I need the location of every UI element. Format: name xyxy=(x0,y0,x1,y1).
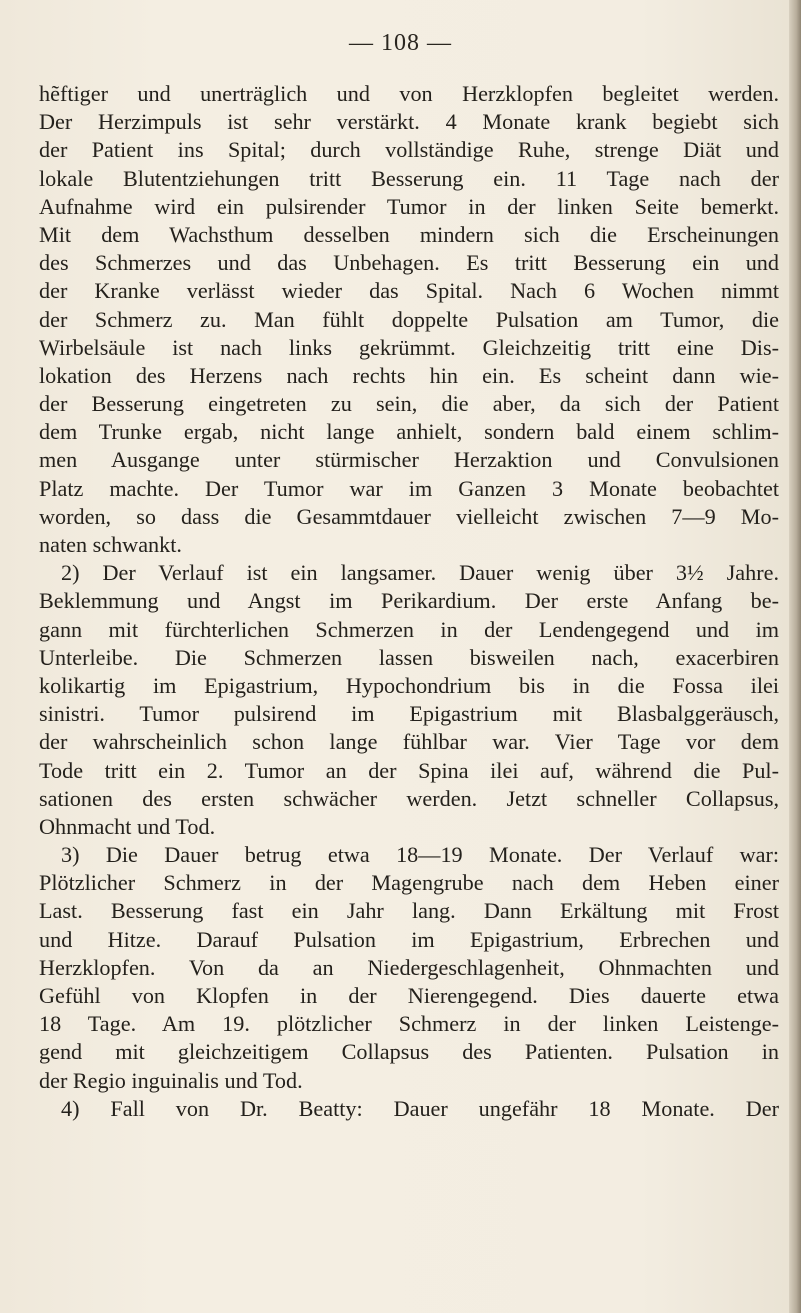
text-line: Wirbelsäule ist nach links gekrümmt. Gleichzeitig tritt eine Dis- xyxy=(39,334,779,360)
text-line: Gefühl von Klopfen in der Nierengegend. Dies dauerte etwa xyxy=(39,983,779,1009)
page-number: — 108 — xyxy=(349,30,452,56)
text-line: des Schmerzes und das Unbehagen. Es tritt Besserung ein und xyxy=(39,250,779,276)
text-line: 18 Tage. Am 19. plötzlicher Schmerz in der linken Leistenge- xyxy=(39,1011,779,1037)
text-line: Last. Besserung fast ein Jahr lang. Dann Erkältung mit Frost xyxy=(39,898,779,924)
text-line: Beklemmung und Angst im Perikardium. Der erste Anfang be- xyxy=(39,588,779,614)
text-line: gend mit gleichzeitigem Collapsus des Patienten. Pulsation in xyxy=(39,1039,779,1065)
text-line: hẽftiger und unerträglich und von Herzklopfen begleitet werden. xyxy=(39,81,779,106)
text-line: gann mit fürchterlichen Schmerzen in der Lendengegend und im xyxy=(39,616,779,642)
text-line: dem Trunke ergab, nicht lange anhielt, sondern bald einem schlim- xyxy=(39,419,779,445)
text-line: Tode tritt ein 2. Tumor an der Spina ilei auf, während die Pul- xyxy=(39,757,779,783)
text-line: der Regio inguinalis und Tod. xyxy=(39,1067,303,1093)
text-line: sationen des ersten schwächer werden. Jetzt schneller Collapsus, xyxy=(39,785,779,811)
text-line: men Ausgange unter stürmischer Herzaktion und Convulsionen xyxy=(39,447,779,473)
text-line: Plötzlicher Schmerz in der Magengrube nach dem Heben einer xyxy=(39,870,779,896)
text-line: Der Herzimpuls ist sehr verstärkt. 4 Monate krank begiebt sich xyxy=(39,109,779,135)
text-line: der Patient ins Spital; durch vollständige Ruhe, strenge Diät und xyxy=(39,137,779,163)
text-line: Mit dem Wachsthum desselben mindern sich die Erscheinungen xyxy=(39,221,779,247)
text-line: Platz machte. Der Tumor war im Ganzen 3 Monate beobachtet xyxy=(39,475,779,501)
text-line: der Schmerz zu. Man fühlt doppelte Pulsation am Tumor, die xyxy=(39,306,779,332)
text-line: 3) Die Dauer betrug etwa 18—19 Monate. Der Verlauf war: xyxy=(61,842,779,868)
text-line: naten schwankt. xyxy=(39,532,182,557)
text-line: Aufnahme wird ein pulsirender Tumor in der linken Seite bemerkt. xyxy=(39,193,779,219)
text-line: der Besserung eingetreten zu sein, die aber, da sich der Patient xyxy=(39,391,779,417)
text-line: Herzklopfen. Von da an Niedergeschlagenheit, Ohnmachten und xyxy=(39,954,779,980)
text-line: sinistri. Tumor pulsirend im Epigastrium mit Blasbalggeräusch, xyxy=(39,701,779,727)
text-line: lokale Blutentziehungen tritt Besserung ein. 11 Tage nach der xyxy=(39,165,779,191)
text-line: lokation des Herzens nach rechts hin ein. Es scheint dann wie- xyxy=(39,362,779,388)
text-line: der wahrscheinlich schon lange fühlbar war. Vier Tage vor dem xyxy=(39,729,779,755)
text-line: worden, so dass die Gesammtdauer vielleicht zwischen 7—9 Mo- xyxy=(39,503,779,529)
body-text xyxy=(39,80,779,1123)
text-line: kolikartig im Epigastrium, Hypochondrium bis in die Fossa ilei xyxy=(39,672,779,698)
page-edge-shadow xyxy=(789,0,801,1313)
text-line: 4) Fall von Dr. Beatty: Dauer ungefähr 18 Monate. Der xyxy=(61,1095,779,1121)
text-line: Ohnmacht und Tod. xyxy=(39,813,216,839)
text-line: Unterleibe. Die Schmerzen lassen bisweilen nach, exacerbiren xyxy=(39,644,779,670)
text-line: und Hitze. Darauf Pulsation im Epigastrium, Erbrechen und xyxy=(39,926,779,952)
text-line: der Kranke verlässt wieder das Spital. Nach 6 Wochen nimmt xyxy=(39,278,779,304)
text-line: 2) Der Verlauf ist ein langsamer. Dauer wenig über 3½ Jahre. xyxy=(61,560,779,586)
